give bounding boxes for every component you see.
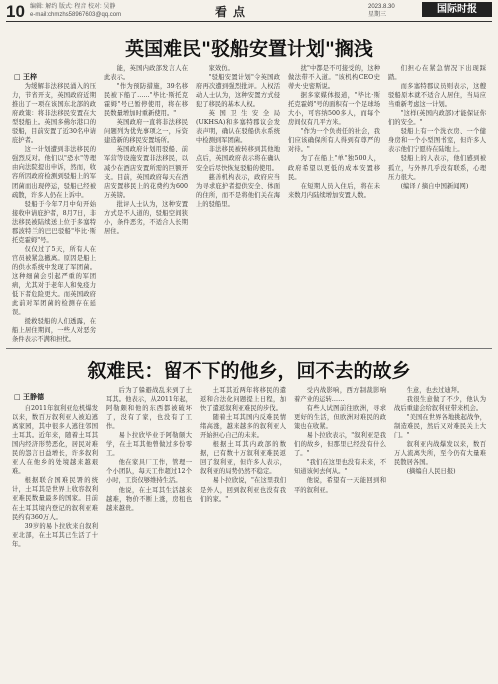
article1-column-4 [288,64,380,344]
paragraph: 土耳其近两年将移民的遣返和合法化问题提上日程，加快了遣返叙利亚难民的步伐。 [200,387,286,413]
paragraph: 非法移民被转移到其他地点后，英国政府表示将在确认安全后尽快恢复驳船的使用。 [196,146,280,172]
paragraph: 39岁的易卜拉欣来自叙利亚北部，在土耳其已生活了十年。 [12,522,98,548]
article2-column-3 [200,386,286,676]
paragraph: 批评人士认为，这种安置方式是不人道的，驳船空间狭小，条件恶劣，不适合人长期居住。 [104,200,188,235]
paragraph: 驳船上有一个洗衣房、一个健身房和一个小型图书室，但许多人表示他们宁愿待在陆地上。 [388,128,486,154]
paragraph: 扰"中都是不可接受的，这种做法带不入道。"该机构CEO史蒂夫·史密斯说。 [288,65,380,91]
paragraph: 家效仿。 [208,65,234,72]
editors-line: 编辑: 解约 版式: 程音 校对: 吴静 [30,4,116,10]
paragraph: 易卜拉欣毕业于阿勒颇大学，在土耳其他曾做过多份零工。 [106,432,192,458]
paragraph: "我们在这里也没有未来，不知道该何去何从。" [294,459,386,476]
paragraph: 而多塞特郡议员则表示，这艘驳船原本就不适合人居住，当局应当重新考虑这一计划。 [388,83,486,109]
editor-credits [30,3,170,19]
paragraph: 们担心在紧急情况下出现踩踏。 [388,65,486,82]
paragraph: 慈善机构表示，政府应当为寻求庇护者提供安全、体面的住所，而不是将他们关在海上的驳船里。 [196,173,280,208]
article1-byline: □ 王梓 [14,72,38,81]
paragraph: 他说，在土耳其生活越来越难，物价不断上涨，房租也越来越贵。 [106,486,192,512]
paragraph: "美国在世界各地挑起战争，制造难民，然后又对难民关上大门。" [394,414,486,440]
paragraph: 英国政府一直将非法移民问题列为优先事项之一，斥资建造新的移民安置场所。 [104,119,188,145]
paragraph: 英国政府计划用驳船、前军营等设施安置非法移民，以减少在酒店安置所需的巨额开支。目前，英国政府每天在酒店安置移民上的花费约为600万英镑。 [104,146,188,199]
paragraph: 根据土耳其内政部的数据，已有数十万叙利亚难民返回了叙利亚，但许多人表示，叙利亚的局势仍然不稳定。 [200,441,286,476]
article2-title: 叙难民：留不下的他乡，回不去的故乡 [87,360,411,382]
article1-title: 英国难民"驳船安置计划"搁浅 [125,38,373,60]
header-rule [6,21,492,22]
paragraph: 为了在船上"单"独500人，政府希望以更低的成本安置移民。 [288,155,380,181]
article2-column-2 [106,386,192,676]
paragraph: 有些人试图前往欧洲，寻求更好的生活，但欧洲对难民的政策也在收紧。 [294,405,386,431]
paragraph: 英国卫生安全局(UKHSA)和多塞特郡议会发表声明，确认在驳船供水系统中检测到军团菌。 [196,110,280,145]
article2-column-1 [12,404,98,676]
paragraph: 生意，也去过迪拜。 [406,387,464,394]
paragraph: 能，英国内政部发言人在此表示。 [104,65,188,82]
page-number: 10 [6,2,25,21]
article1-column-5 [388,64,486,344]
email-line: e-mail:chmzhs58967603@qq.com [30,12,122,18]
section-title: 看点 [215,5,252,19]
paragraph: 自2011年叙利亚危机爆发以来，数百万叙利亚人被迫逃离家园，其中很多人逃往邻国土耳其。近年来，随着土耳其国内经济形势恶化，居民对难民的怨言日益增长，许多叙利亚人在他乡的处境越来越艰难。 [12,405,98,476]
article2-column-5 [394,386,486,676]
paragraph: 易卜拉欣表示，"叙利亚是我们的故乡，但那里已经没有什么了。" [294,432,386,458]
paragraph: 这一计划遭到非法移民的强烈反对。他们以"恐水"等理由向法院提出申诉，然而，收容所因政府检测到驳船上的军团菌而出现停运，驳船已经被疏散，许多人仍在上诉中。 [12,146,96,199]
article2-byline: □ 王静德 [14,392,45,401]
page-header [0,0,498,22]
article1-column-2 [104,64,188,344]
paragraph: (编译 / 摘自中国新闻网) [400,182,469,190]
article1-column-1 [12,82,96,344]
paragraph: "这样(英国内政部)才能保证你们的安全。" [388,110,486,127]
paragraph: 他说，希望有一天能回到和平的叙利亚。 [294,477,386,494]
paragraph: 驳船于今年7月中旬开始接收申请庇护者，8月7日，非法移民被陆续送上位于多塞特郡波特兰的巴巴驳船"毕比·斯托克霍姆"号。 [12,200,96,244]
article-separator [6,348,492,349]
paragraph: 叙利亚内战爆发以来，数百万人流离失所，至今仍有大量难民散居各国。 [394,441,486,467]
masthead-logo: 国际时报 [422,2,492,17]
paragraph: "作为一个负责任的社会，我们应该确保所有人得到有尊严的对待。" [288,128,380,154]
paragraph: 据多家媒体报道，"毕比·斯托克霍姆"号的面积有一个足球场大小，可容纳500多人，而每个房间仅有几平方米。 [288,92,380,127]
paragraph: 易卜拉欣说，"在这里我们是外人，回到叙利亚也没有我们的家。" [200,477,286,503]
article1-column-3 [196,64,280,344]
paragraph: (摘编自人民日报) [406,468,456,476]
paragraph: 我很生意做了不少，他认为战后重建会给叙利亚带来机会。 [394,396,486,413]
paragraph: 随着土耳其国内反难民情绪高涨，越来越多的叙利亚人开始担心自己的未来。 [200,414,286,440]
weekday-text: 星期三 [368,12,387,18]
paragraph: "作为预防措施，39名移民被下船了……"毕比·斯托克霍姆"号已暂停使用，将在移民数量增加时重新使用。" [104,83,188,118]
paragraph: 受内战影响，西方制裁影响着产业的运转…… [294,387,386,404]
issue-date [368,3,395,19]
paragraph: 为缓解非法移民涌入的压力，节省开支，英国政府近期推出了一项在该国东北部的政府政策：将非法移民安置在大型驳船上。英国多佛尔港口的驳船，目前安置了近30名申请庇护者。 [12,83,96,145]
article2-column-4 [294,386,386,676]
paragraph: 他在家具厂工作，管理一个小团队，每天工作超过12个小时，工资仅够维持生活。 [106,459,192,485]
paragraph: 援救驳船的人们透露，在船上居住期间，一些人对恶劣条件表示不满和担忧。 [12,318,96,344]
date-text: 2023.8.30 [368,4,395,10]
paragraph: 驳船上的人表示，他们感到被孤立，与外界几乎没有联系，心理压力很大。 [388,155,486,181]
paragraph: 仅仅过了5天，所有人在官员被紧急撤离。原因是船上的供水系统中发现了军团菌。这种细菌会引起严重的军团病，尤其对于老年人和免疫力低下者危险更大。而英国政府此前对军团菌的检测存在延误。 [12,245,96,317]
paragraph: 根据联合国难民署的统计，土耳其是世界上收容叙利亚难民数量最多的国家。目前在土耳其境内登记的叙利亚难民约有360万人。 [12,477,98,521]
paragraph: 在短期人员入住后，将在未来数月内陆续增加安置人数。 [288,182,380,199]
paragraph: "驳船安置计划"令英国政府再次遭到强烈批评。人权活动人士认为，这种安置方式侵犯了移民的基本人权。 [196,74,280,109]
paragraph: 后为了躲避战乱来到了土耳其。他表示，从2011年起，阿勒颇和他的东西都被破坏了，没有了家，也没有了工作。 [106,387,192,431]
